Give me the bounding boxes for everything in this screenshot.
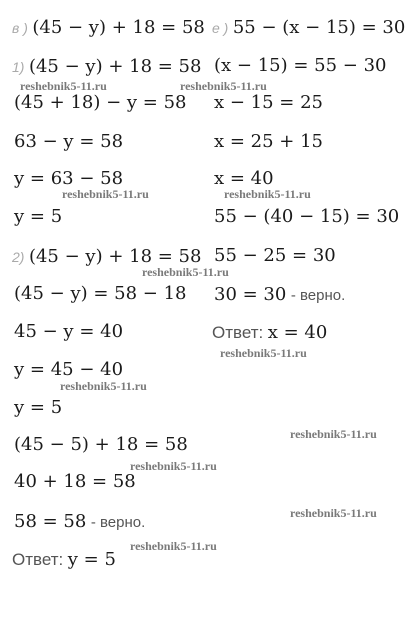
left-header-marker: в ) (12, 20, 28, 36)
right-line-7-equation: 30 = 30 (214, 284, 287, 305)
right-line-7-note: - верно. (290, 287, 346, 304)
left-line-13 (14, 510, 145, 534)
right-header-equation: 55 − (x − 15) = 30 (232, 17, 406, 38)
left-answer (12, 548, 116, 571)
watermark: reshebnik5-11.ru (290, 506, 377, 520)
right-line-3: x = 25 + 15 (214, 131, 324, 152)
left-line-10: y = 5 (14, 397, 63, 418)
watermark: reshebnik5-11.ru (130, 459, 217, 473)
left-line-4: y = 63 − 58 (14, 168, 124, 189)
watermark: reshebnik5-11.ru (224, 187, 311, 201)
right-header (212, 16, 405, 39)
right-answer-value: x = 40 (267, 322, 328, 343)
left-answer-value: y = 5 (67, 549, 116, 570)
watermark: reshebnik5-11.ru (62, 187, 149, 201)
left-line-12: 40 + 18 = 58 (14, 471, 136, 492)
watermark: reshebnik5-11.ru (142, 265, 229, 279)
left-line-13-note: - верно. (90, 514, 146, 531)
watermark: reshebnik5-11.ru (60, 379, 147, 393)
left-line-13-equation: 58 = 58 (14, 511, 87, 532)
right-line-4: x = 40 (214, 168, 274, 189)
left-step1 (12, 55, 201, 78)
watermark: reshebnik5-11.ru (220, 346, 307, 360)
left-header-equation: (45 − y) + 18 = 58 (32, 17, 205, 38)
right-answer (212, 321, 327, 344)
watermark: reshebnik5-11.ru (20, 79, 107, 93)
right-header-marker: е ) (212, 20, 229, 36)
left-step1-marker: 1) (12, 59, 25, 75)
left-answer-label: Ответ: (12, 550, 64, 569)
right-answer-label: Ответ: (212, 323, 264, 342)
left-line-11: (45 − 5) + 18 = 58 (14, 434, 188, 455)
left-header (12, 16, 205, 39)
left-step2-equation: (45 − y) + 18 = 58 (28, 246, 202, 267)
watermark: reshebnik5-11.ru (290, 427, 377, 441)
right-line-2: x − 15 = 25 (214, 92, 324, 113)
watermark: reshebnik5-11.ru (130, 539, 217, 553)
left-line-3: 63 − y = 58 (14, 131, 124, 152)
right-line-6: 55 − 25 = 30 (214, 245, 336, 266)
left-step2-marker: 2) (12, 249, 25, 265)
right-line-1: (x − 15) = 55 − 30 (214, 55, 387, 76)
right-line-7 (214, 283, 345, 307)
left-step1-equation: (45 − y) + 18 = 58 (28, 56, 202, 77)
watermark: reshebnik5-11.ru (180, 79, 267, 93)
left-line-7: (45 − y) = 58 − 18 (14, 283, 187, 304)
left-line-9: y = 45 − 40 (14, 359, 124, 380)
right-line-5: 55 − (40 − 15) = 30 (214, 206, 400, 227)
left-line-8: 45 − y = 40 (14, 321, 124, 342)
left-line-5: y = 5 (14, 206, 63, 227)
left-line-2: (45 + 18) − y = 58 (14, 92, 187, 113)
